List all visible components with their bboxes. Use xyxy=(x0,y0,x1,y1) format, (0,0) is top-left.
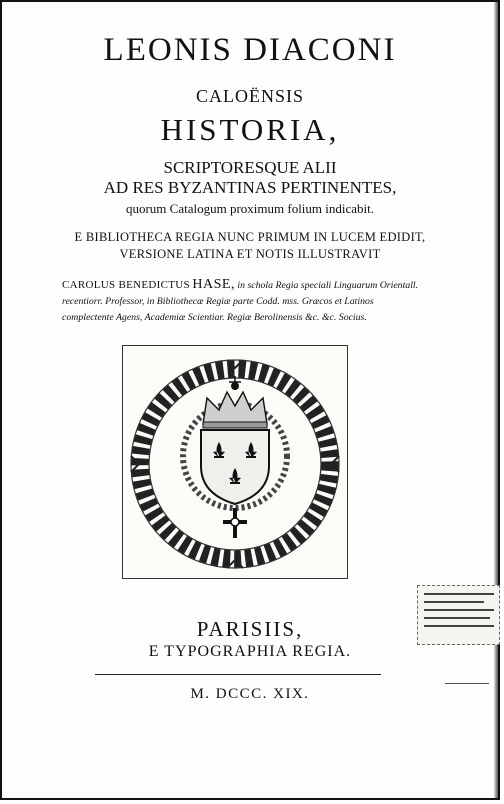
imprint-printer: E TYPOGRAPHIA REGIA. xyxy=(148,643,352,660)
subtitle-line-2: AD RES BYZANTINAS PERTINENTES, xyxy=(103,178,397,197)
author-line-2: recentiorr. Professor, in Bibliothecæ Regiæ parte Codd. mss. Græcos et Latinos xyxy=(62,296,374,307)
subtitle-line-3: quorum Catalogum proximum folium indicabit. xyxy=(125,201,375,216)
imprint-year: M. DCCC. XIX. xyxy=(190,686,310,702)
edition-line-2: VERSIONE LATINA ET NOTIS ILLUSTRAVIT xyxy=(119,247,381,261)
edition-line-1: E BIBLIOTHECA REGIA NUNC PRIMUM IN LUCEM EDIDIT, xyxy=(74,230,426,244)
handwritten-mark xyxy=(445,667,489,684)
subtitle-line-1: SCRIPTORESQUE ALII xyxy=(163,158,337,177)
author-line-3: complectente Agens, Academiæ Scientiar. Regiæ Berolinensis &c. &c. Socius. xyxy=(62,312,367,323)
title-line-2: CALOËNSIS xyxy=(195,86,304,106)
imprint-place: PARISIIS, xyxy=(196,617,304,641)
author-first-names: CAROLUS BENEDICTUS xyxy=(62,279,190,291)
title-line-3: HISTORIA, xyxy=(160,112,340,147)
royal-emblem xyxy=(122,345,348,579)
title-line-1: LEONIS DIACONI xyxy=(103,32,397,68)
author-line-1-rest: in schola Regia speciali Linguarum Orientall. xyxy=(237,280,419,291)
author-statement xyxy=(62,277,452,326)
imprint-rule xyxy=(95,674,381,675)
royal-arms-fleur-de-lis-icon xyxy=(123,346,347,578)
author-surname: HASE, xyxy=(192,277,235,292)
author-line-1 xyxy=(62,277,452,294)
